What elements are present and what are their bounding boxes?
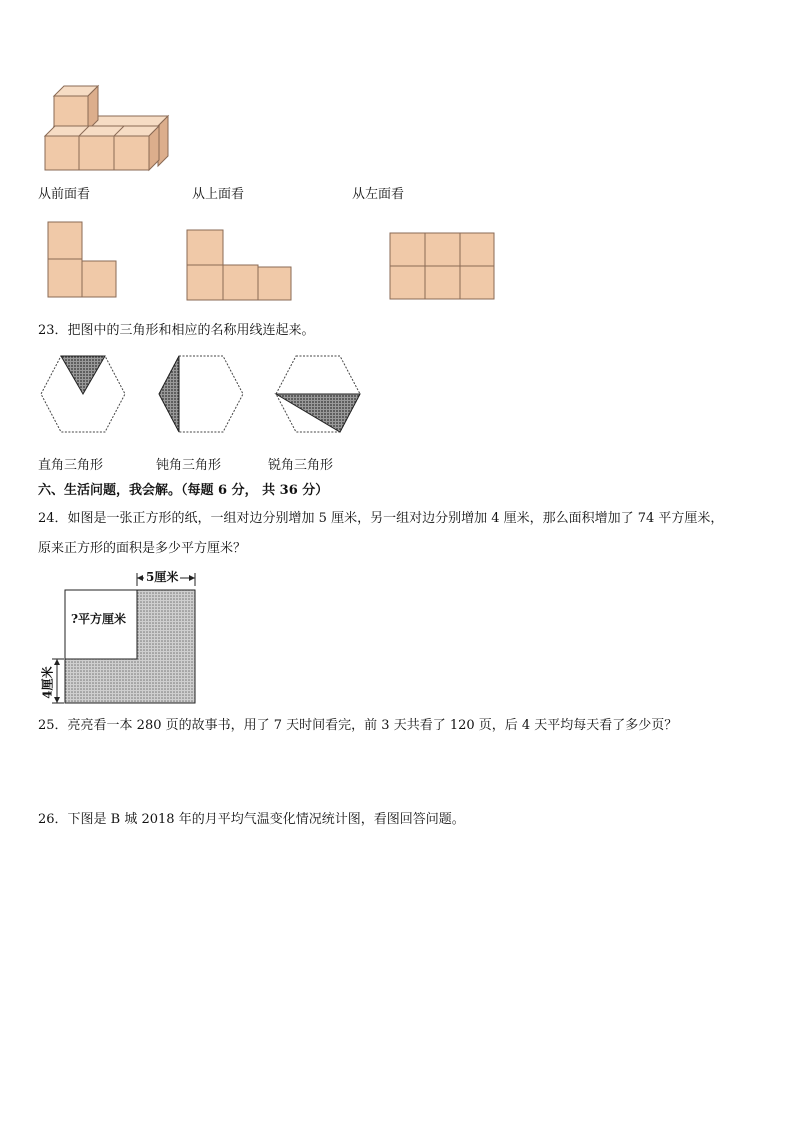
question-24-line2: 原来正方形的面积是多少平方厘米？ [38,541,247,556]
label-acute-triangle: 锐角三角形 [268,458,334,473]
square-paper-figure [35,568,205,708]
question-23: 23．把图中的三角形和相应的名称用线连起来。 [38,323,315,338]
label-4cm: 4厘米 [40,666,55,699]
label-obtuse-triangle: 钝角三角形 [156,458,222,473]
view-label-top: 从上面看 [192,187,245,202]
view-label-left: 从左面看 [352,187,405,202]
view-option-3 [388,231,498,303]
hexagon-triangle-3 [273,353,363,435]
cube-stack-figure [40,80,175,175]
view-option-2 [185,228,295,302]
view-label-front: 从前面看 [38,187,91,202]
question-24-line1: 24．如图是一张正方形的纸，一组对边分别增加 5 厘米，另一组对边分别增加 4 厘米，那么面积增加了 74 平方厘米， [38,511,724,526]
label-right-triangle: 直角三角形 [38,458,104,473]
label-unknown-area: ?平方厘米 [71,612,127,626]
view-option-1 [46,220,120,302]
hexagon-triangle-2 [156,353,246,435]
label-5cm: 5厘米 [146,570,179,584]
hexagon-triangle-1 [38,353,128,435]
question-25: 25．亮亮看一本 280 页的故事书，用了 7 天时间看完，前 3 天共看了 120 页，后 4 天平均每天看了多少页？ [38,718,678,733]
question-26: 26．下图是 B 城 2018 年的月平均气温变化情况统计图，看图回答问题。 [38,812,465,827]
section-6-heading: 六、生活问题，我会解。（每题 6 分， 共 36 分） [38,483,329,498]
